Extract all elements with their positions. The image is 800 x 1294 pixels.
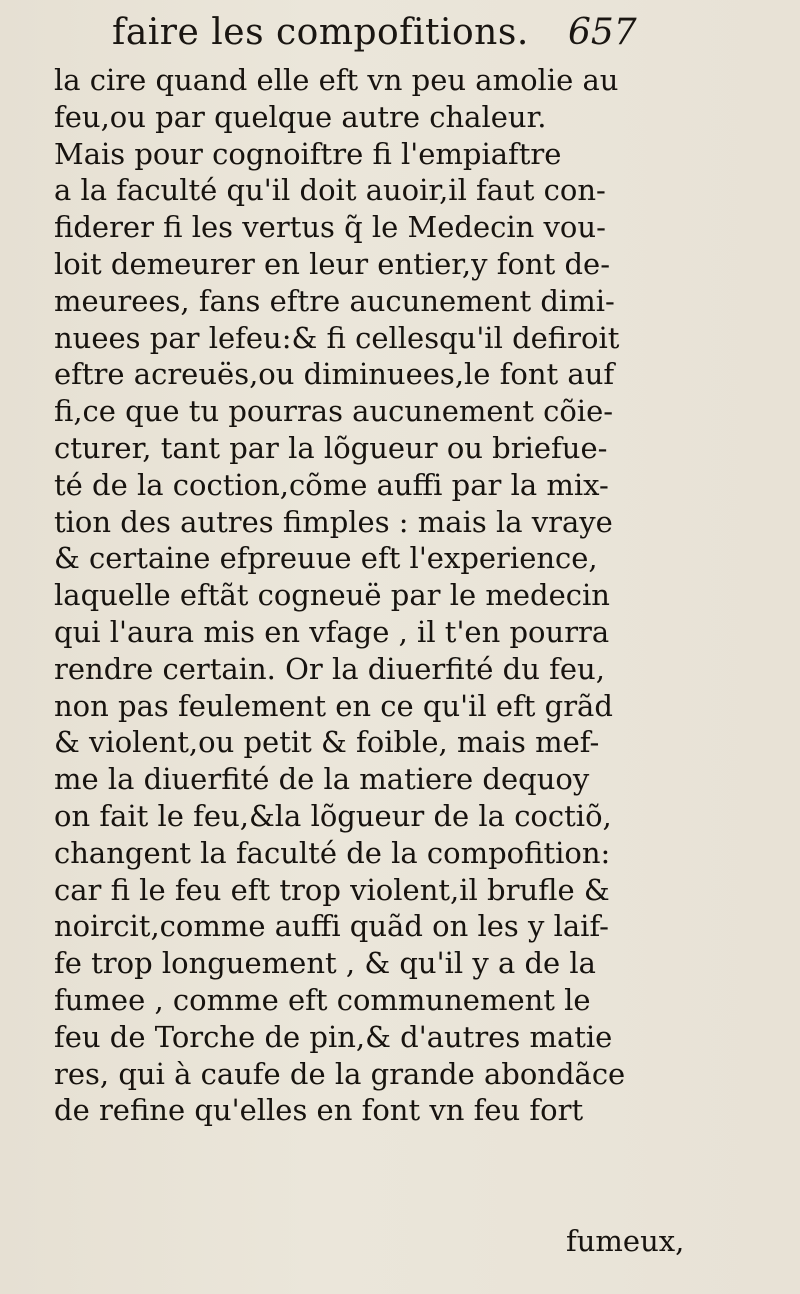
text-line: changent la faculté de la compofition:	[54, 835, 611, 870]
text-line: la cire quand elle eft vn peu amolie au	[54, 63, 619, 97]
text-line: fiderer fi les vertus q̃ le Medecin vou-	[54, 210, 606, 245]
text-line: a la faculté qu'il doit auoir,il faut con-	[54, 173, 606, 208]
text-line: nuees par lefeu:& fi cellesqu'il defiroit	[54, 320, 620, 355]
text-line: noircit,comme auffi quãd on les y laif-	[54, 909, 609, 944]
text-line: laquelle eftãt cogneuë par le medecin	[54, 578, 610, 613]
text-line: & violent,ou petit & foible, mais mef-	[54, 725, 600, 760]
text-line: fi,ce que tu pourras aucunement cõie-	[54, 394, 614, 429]
catchword: fumeux,	[566, 1224, 685, 1258]
text-line: me la diuerfité de la matiere dequoy	[54, 762, 590, 797]
text-line: de refine qu'elles en font vn feu fort	[54, 1093, 584, 1128]
page-header	[0, 10, 800, 58]
text-line: meurees, fans eftre aucunement dimi-	[54, 283, 615, 318]
text-line: feu de Torche de pin,& d'autres matie	[54, 1019, 613, 1054]
text-line: feu,ou par quelque autre chaleur.	[54, 99, 547, 134]
text-line: Mais pour cognoiftre fi l'empiaftre	[54, 136, 562, 171]
text-line: eftre acreuës,ou diminuees,le font auf	[54, 357, 615, 392]
text-line: loit demeurer en leur entier,y font de-	[54, 246, 610, 281]
text-line: qui l'aura mis en vfage , il t'en pourra	[54, 614, 610, 649]
text-line: tion des autres fimples : mais la vraye	[54, 504, 613, 539]
text-line: té de la coction,cõme auffi par la mix-	[54, 467, 609, 502]
text-line: fe trop longuement , & qu'il y a de la	[54, 946, 596, 981]
text-line: on fait le feu,&la lõgueur de la coctiõ,	[54, 798, 612, 833]
text-line: cturer, tant par la lõgueur ou briefue-	[54, 430, 608, 465]
body-text	[54, 62, 694, 1129]
text-line: fumee , comme eft communement le	[54, 982, 591, 1017]
running-title: faire les compofitions.	[112, 12, 529, 53]
text-line: res, qui à caufe de la grande abondãce	[54, 1056, 626, 1091]
page-number: 657	[568, 12, 637, 53]
text-line: rendre certain. Or la diuerfité du feu,	[54, 651, 605, 686]
text-line: non pas feulement en ce qu'il eft grãd	[54, 688, 613, 723]
text-line: & certaine efpreuue eft l'experience,	[54, 541, 598, 576]
text-line: car fi le feu eft trop violent,il brufle &	[54, 872, 610, 907]
